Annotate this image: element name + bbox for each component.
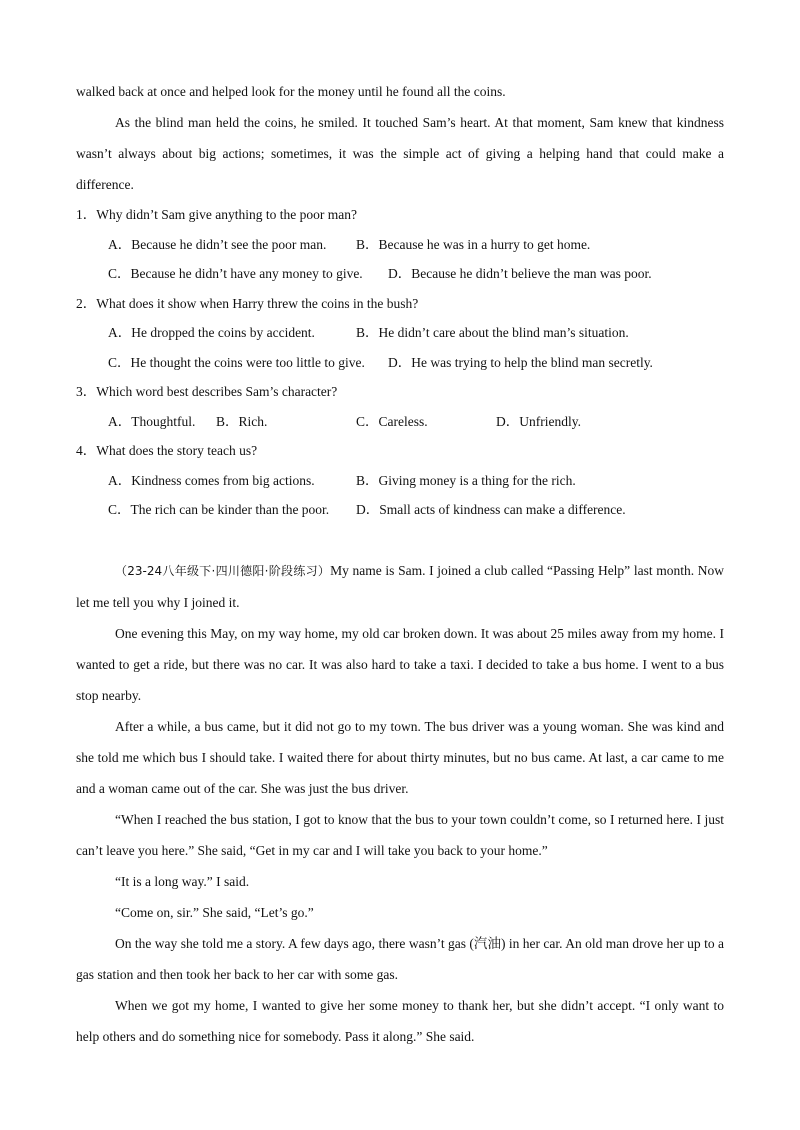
passage2-paragraph: “It is a long way.” I said. — [115, 873, 250, 889]
option-d: D．Because he didn’t believe the man was poor. — [388, 266, 652, 281]
option-a: A．Thoughtful. — [108, 413, 196, 429]
option-b: B．Because he was in a hurry to get home. — [356, 236, 591, 252]
passage1-paragraph: As the blind man held the coins, he smiled. It touched Sam’s heart. At that moment, Sam knew that kindness wasn’t always about big actions; sometimes, it was the simple act of giving a helping hand that could make a difference. — [76, 115, 724, 192]
passage2-intro — [76, 555, 724, 618]
option-d: D．Small acts of kindness can make a difference. — [356, 502, 626, 517]
question-2 — [76, 289, 724, 378]
document-page — [76, 76, 724, 1052]
option-row — [76, 466, 724, 496]
option-d: D．Unfriendly. — [496, 413, 581, 429]
source-tag: （23-24八年级下·四川德阳·阶段练习） — [115, 563, 331, 578]
option-b: B．Giving money is a thing for the rich. — [356, 472, 576, 488]
passage2-paragraph: When we got my home, I wanted to give her some money to thank her, but she didn’t accept. “I only want to help others and do something nice for somebody. Pass it along.” She said. — [76, 997, 724, 1044]
option-row — [76, 348, 724, 378]
option-c: C．Careless. — [356, 413, 428, 429]
option-row — [76, 230, 724, 260]
option-a: A．Because he didn’t see the poor man. — [108, 236, 327, 252]
passage2-paragraph: One evening this May, on my way home, my old car broken down. It was about 25 miles away from my home. I wanted to get a ride, but there was no car. It was also hard to take a taxi. I decided to take a bus home. I went to a bus stop nearby. — [76, 625, 724, 703]
passage2-paragraph: After a while, a bus came, but it did not go to my town. The bus driver was a young woman. She was kind and she told me which bus I should take. I waited there for about thirty minutes, but no bus came. At last, a car came to me and a woman came out of the car. She was just the bus driver. — [76, 718, 724, 796]
question-stem: 3．Which word best describes Sam’s character? — [76, 384, 338, 399]
question-stem: 1．Why didn’t Sam give anything to the poor man? — [76, 207, 357, 222]
section-gap — [76, 525, 724, 555]
option-d: D．He was trying to help the blind man secretly. — [388, 354, 653, 370]
question-3 — [76, 377, 724, 436]
option-c: C．The rich can be kinder than the poor. — [108, 502, 330, 517]
option-b: B．He didn’t care about the blind man’s situation. — [356, 325, 629, 340]
passage2-paragraph: “Come on, sir.” She said, “Let’s go.” — [115, 904, 314, 920]
option-a: A．He dropped the coins by accident. — [108, 325, 315, 340]
option-row — [76, 318, 724, 348]
option-a: A．Kindness comes from big actions. — [108, 472, 315, 488]
question-1 — [76, 200, 724, 289]
option-c: C．He thought the coins were too little to give. — [108, 354, 365, 370]
question-stem: 4．What does the story teach us? — [76, 443, 258, 458]
option-row — [76, 259, 724, 289]
question-stem: 2．What does it show when Harry threw the coins in the bush? — [76, 295, 419, 311]
option-row — [76, 495, 724, 525]
passage2-paragraph: On the way she told me a story. A few days ago, there wasn’t gas (汽油) in her car. An old man drove her up to a gas station and then took her back to her car with some gas. — [76, 935, 724, 982]
question-4 — [76, 436, 724, 525]
passage2-paragraph: “When I reached the bus station, I got to know that the bus to your town couldn’t come, so I returned here. I just can’t leave you here.” She said, “Get in my car and I will take you back to your home.” — [76, 811, 724, 858]
option-b: B．Rich. — [216, 413, 268, 429]
passage2-first-text: My name is Sam. I joined a club called “Passing Help” last month. Now let me tell you why I joined it. — [76, 562, 724, 610]
option-c: C．Because he didn’t have any money to give. — [108, 266, 363, 281]
passage1-line: walked back at once and helped look for the money until he found all the coins. — [76, 84, 506, 99]
option-row — [76, 407, 724, 437]
